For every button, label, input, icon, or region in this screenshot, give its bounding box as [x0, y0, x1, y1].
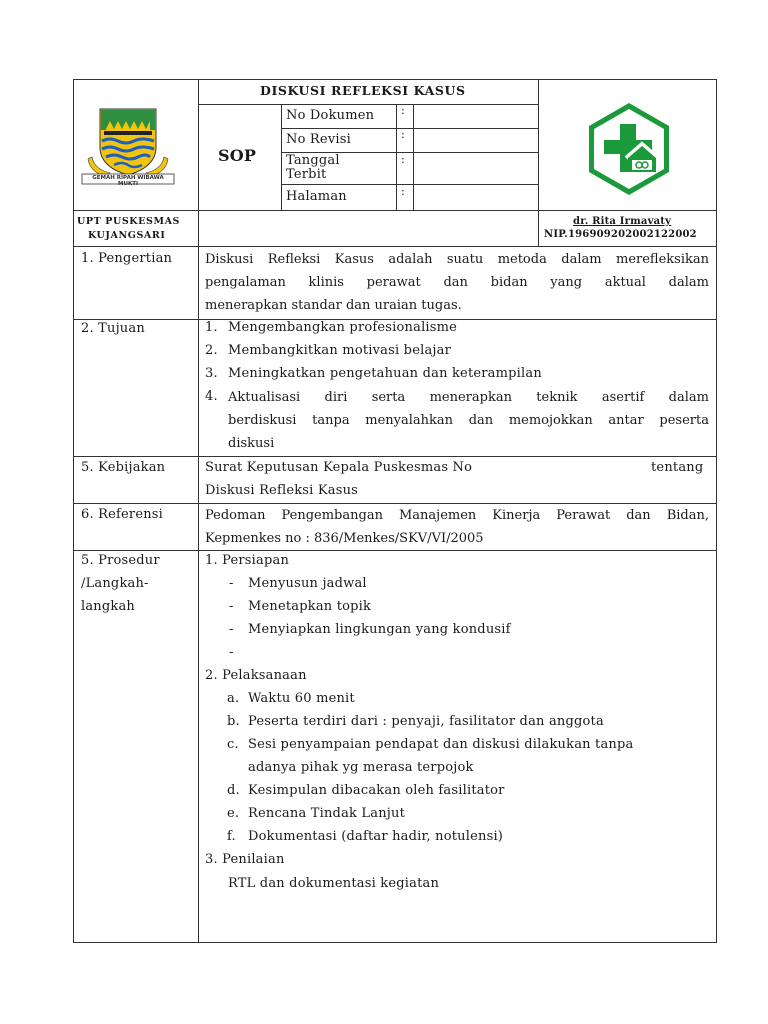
regional-emblem-logo	[80, 103, 176, 187]
kebijakan-line1-left: Surat Keputusan Kepala Puskesmas No	[205, 460, 473, 475]
persiapan-bullet: -	[229, 622, 234, 637]
table-border-left	[73, 79, 74, 943]
pelaksanaan-item: Sesi penyampaian pendapat dan diskusi dilakukan tanpa	[248, 737, 634, 752]
referensi-line: Pedoman Pengembangan Manajemen Kinerja Perawat dan Bidan,	[205, 508, 709, 523]
signer-nip: NIP.196909202002122002	[544, 229, 697, 240]
tujuan-label: 2. Tujuan	[81, 321, 145, 336]
sop-divider	[281, 104, 282, 210]
prosedur-label-3: langkah	[81, 599, 136, 614]
section-line	[73, 456, 717, 457]
pelaksanaan-marker: e.	[227, 806, 240, 821]
no-revisi-label: No Revisi	[286, 132, 351, 147]
prosedur-label-2: /Langkah-	[81, 576, 149, 591]
unit-name-line2: KUJANGSARI	[88, 230, 166, 241]
kebijakan-label: 5. Kebijakan	[81, 460, 166, 475]
penilaian-text: RTL dan dokumentasi kegiatan	[228, 876, 440, 891]
tujuan-num: 2.	[205, 343, 218, 358]
colon-divider	[413, 104, 414, 210]
tanggal-terbit-colon: :	[401, 153, 405, 166]
unit-name-line1: UPT PUSKESMAS	[77, 216, 180, 227]
kebijakan-line2: Diskusi Refleksi Kasus	[205, 483, 359, 498]
pengertian-line: menerapkan standar dan uraian tugas.	[205, 298, 462, 313]
no-dokumen-label: No Dokumen	[286, 108, 375, 123]
puskesmas-logo	[580, 100, 678, 198]
halaman-colon: :	[401, 185, 405, 198]
pelaksanaan-item: Waktu 60 menit	[248, 691, 355, 706]
persiapan-item: Menyusun jadwal	[248, 576, 367, 591]
tujuan-num: 4.	[205, 389, 218, 404]
pengertian-text	[205, 248, 709, 317]
pelaksanaan-title: 2. Pelaksanaan	[205, 668, 307, 683]
tujuan-num: 3.	[205, 366, 218, 381]
pengertian-line: Diskusi Refleksi Kasus adalah suatu metoda dalam merefleksikan	[205, 252, 709, 267]
tujuan-item: Meningkatkan pengetahuan dan keterampilan	[228, 366, 542, 381]
section-line	[73, 246, 717, 247]
label-divider	[396, 104, 397, 210]
tujuan-item: Mengembangkan profesionalisme	[228, 320, 458, 335]
tujuan-item-line: Aktualisasi diri serta menerapkan teknik asertif dalam	[228, 390, 709, 405]
title-bottom-line	[198, 104, 538, 105]
persiapan-title: 1. Persiapan	[205, 553, 290, 568]
pelaksanaan-marker: f.	[227, 829, 236, 844]
pelaksanaan-item: Rencana Tindak Lanjut	[248, 806, 406, 821]
persiapan-item: Menetapkan topik	[248, 599, 372, 614]
pelaksanaan-marker: a.	[227, 691, 240, 706]
tujuan-num: 1.	[205, 320, 218, 335]
referensi-text	[205, 504, 709, 550]
no-dokumen-colon: :	[401, 104, 405, 117]
tujuan-item: Membangkitkan motivasi belajar	[228, 343, 452, 358]
tujuan-item-line: berdiskusi tanpa menyalahkan dan memojokkan antar peserta	[228, 413, 709, 428]
emblem-caption: GEMAH RIPAH WIBAWA MUKTI	[92, 175, 164, 187]
referensi-label: 6. Referensi	[81, 507, 164, 522]
pengertian-line: pengalaman klinis perawat dan bidan yang aktual dalam	[205, 275, 709, 290]
table-border-top	[73, 79, 717, 80]
section-line	[73, 550, 717, 551]
pengertian-label: 1. Pengertian	[81, 251, 173, 266]
pelaksanaan-marker: b.	[227, 714, 240, 729]
persiapan-bullet: -	[229, 576, 234, 591]
sop-label: SOP	[218, 146, 257, 165]
pelaksanaan-item: Peserta terdiri dari : penyaji, fasilitator dan anggota	[248, 714, 604, 729]
table-border-bottom	[73, 942, 717, 943]
row-line	[281, 184, 538, 185]
pelaksanaan-item-cont: adanya pihak yg merasa terpojok	[248, 760, 474, 775]
tanggal-terbit-label-1: Tanggal	[286, 153, 340, 168]
penilaian-title: 3. Penilaian	[205, 852, 285, 867]
pelaksanaan-marker: d.	[227, 783, 240, 798]
row-line	[281, 128, 538, 129]
persiapan-bullet: -	[229, 645, 234, 660]
halaman-label: Halaman	[286, 189, 347, 204]
tujuan-item-4	[228, 386, 709, 455]
table-border-right	[716, 79, 717, 943]
pelaksanaan-marker: c.	[227, 737, 239, 752]
persiapan-item: Menyiapkan lingkungan yang kondusif	[248, 622, 511, 637]
tujuan-item-line: diskusi	[228, 436, 275, 451]
column-divider	[198, 79, 199, 943]
document-title: DISKUSI REFLEKSI KASUS	[260, 83, 466, 98]
kebijakan-line1-right: tentang	[651, 460, 704, 475]
header-line	[73, 210, 717, 211]
prosedur-label-1: 5. Prosedur	[81, 553, 160, 568]
referensi-line: Kepmenkes no : 836/Menkes/SKV/VI/2005	[205, 531, 484, 546]
signer-name: dr. Rita Irmavaty	[573, 216, 672, 227]
no-revisi-colon: :	[401, 128, 405, 141]
header-divider-right	[538, 79, 539, 246]
pelaksanaan-item: Kesimpulan dibacakan oleh fasilitator	[248, 783, 505, 798]
pelaksanaan-item: Dokumentasi (daftar hadir, notulensi)	[248, 829, 504, 844]
persiapan-bullet: -	[229, 599, 234, 614]
tanggal-terbit-label-2: Terbit	[286, 167, 327, 182]
